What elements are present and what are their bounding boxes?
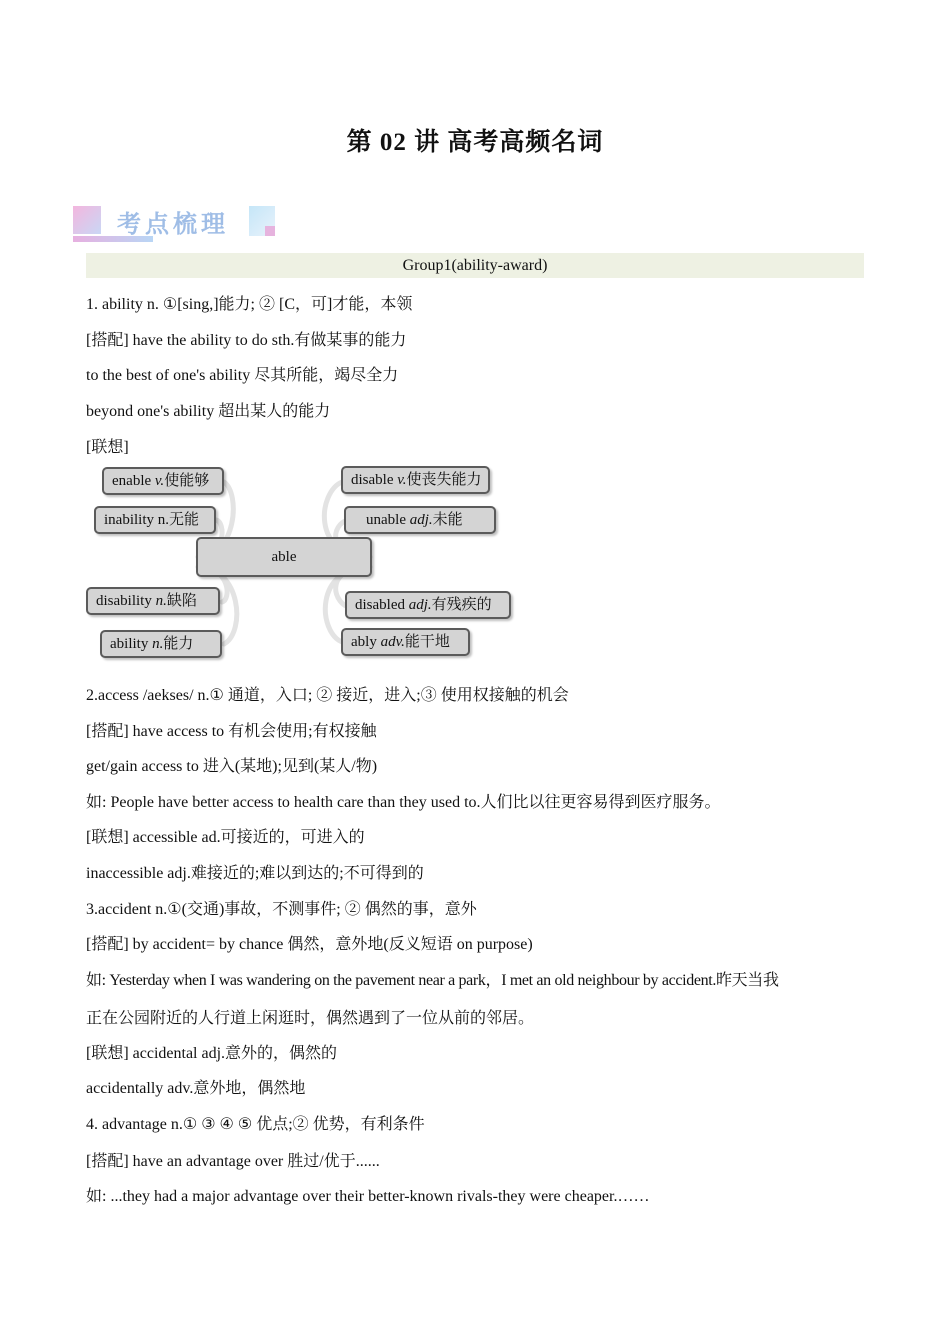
text-line: 4. advantage n.① ③ ④ ⑤ 优点;② 优势，有利条件: [86, 1116, 425, 1133]
node-word: disability: [96, 593, 152, 609]
node-pos: adj.: [408, 597, 432, 613]
banner-decoration: [73, 206, 101, 234]
text-line: to the best of one's ability 尽其所能，竭尽全力: [86, 367, 399, 384]
node-meaning: 未能: [432, 512, 463, 528]
node-pos: adv.: [380, 634, 405, 650]
mindmap-node-unable: [344, 506, 496, 534]
node-word: disabled: [355, 597, 405, 613]
node-pos: v.: [397, 472, 407, 488]
node-word: ability: [110, 636, 149, 652]
banner-decoration: [265, 226, 275, 236]
text-line: accidentally adv.意外地，偶然地: [86, 1080, 306, 1097]
node-pos: adj.: [409, 512, 433, 528]
node-meaning: 能干地: [404, 634, 450, 650]
group-header: Group1(ability-award): [86, 253, 864, 278]
node-meaning: 有残疾的: [431, 597, 492, 613]
section-banner: [73, 204, 283, 246]
text-line: inaccessible adj.难接近的;难以到达的;不可得到的: [86, 865, 424, 882]
node-pos: n.: [157, 512, 169, 528]
text-line: [联想] accidental adj.意外的，偶然的: [86, 1045, 338, 1062]
text-line: 1. ability n. ①[sing,]能力; ② [C，可]才能，本领: [86, 296, 413, 313]
text-line: 如: Yesterday when I was wandering on the pavement near a park，I met an old neighbour by accident.昨天当我: [86, 972, 779, 989]
word-mindmap: [86, 462, 516, 662]
node-pos: n.: [155, 593, 167, 609]
text-line: [联想] accessible ad.可接近的，可进入的: [86, 829, 365, 846]
mindmap-node-disability: [86, 587, 220, 615]
node-pos: n.: [152, 636, 164, 652]
node-meaning: 使能够: [164, 473, 210, 489]
node-pos: v.: [154, 473, 165, 489]
text-line: [搭配] have the ability to do sth.有做某事的能力: [86, 332, 407, 349]
node-meaning: 能力: [163, 636, 194, 652]
node-meaning: 无能: [169, 512, 200, 528]
text-line: 3.accident n.①(交通)事故，不测事件; ② 偶然的事，意外: [86, 901, 477, 918]
mindmap-center-node: able: [196, 537, 372, 577]
page-title: 第 02 讲 高考高频名词: [346, 129, 604, 156]
text-line: [联想]: [86, 439, 129, 456]
section-label: 考点梳理: [117, 210, 229, 238]
node-meaning: 缺陷: [166, 593, 197, 609]
mindmap-node-inability: [94, 506, 216, 534]
text-line: get/gain access to 进入(某地);见到(某人/物): [86, 758, 378, 775]
node-meaning: 使丧失能力: [406, 472, 482, 488]
mindmap-node-ability: [100, 630, 222, 658]
node-word: inability: [104, 512, 154, 528]
text-line: 2.access /aekses/ n.① 通道，入口; ② 接近，进入;③ 使用权接触的机会: [86, 687, 569, 704]
text-line: 正在公园附近的人行道上闲逛时，偶然遇到了一位从前的邻居。: [86, 1010, 535, 1027]
mindmap-node-disable: [341, 466, 490, 494]
node-word: ably: [351, 634, 377, 650]
text-line: [搭配] have access to 有机会使用;有权接触: [86, 723, 377, 740]
text-line: [搭配] have an advantage over 胜过/优于......: [86, 1153, 380, 1170]
mindmap-node-disabled: [345, 591, 511, 619]
node-word: disable: [351, 472, 394, 488]
node-word: enable: [112, 473, 152, 489]
mindmap-node-enable: [102, 467, 224, 495]
text-line: 如: ...they had a major advantage over their better-known rivals-they were cheaper.……: [86, 1188, 650, 1205]
node-word: unable: [366, 512, 406, 528]
text-line: 如: People have better access to health care than they used to.人们比以往更容易得到医疗服务。: [86, 794, 721, 811]
text-line: beyond one's ability 超出某人的能力: [86, 403, 331, 420]
mindmap-node-ably: [341, 628, 470, 656]
text-line: [搭配] by accident= by chance 偶然，意外地(反义短语 on purpose): [86, 936, 533, 953]
